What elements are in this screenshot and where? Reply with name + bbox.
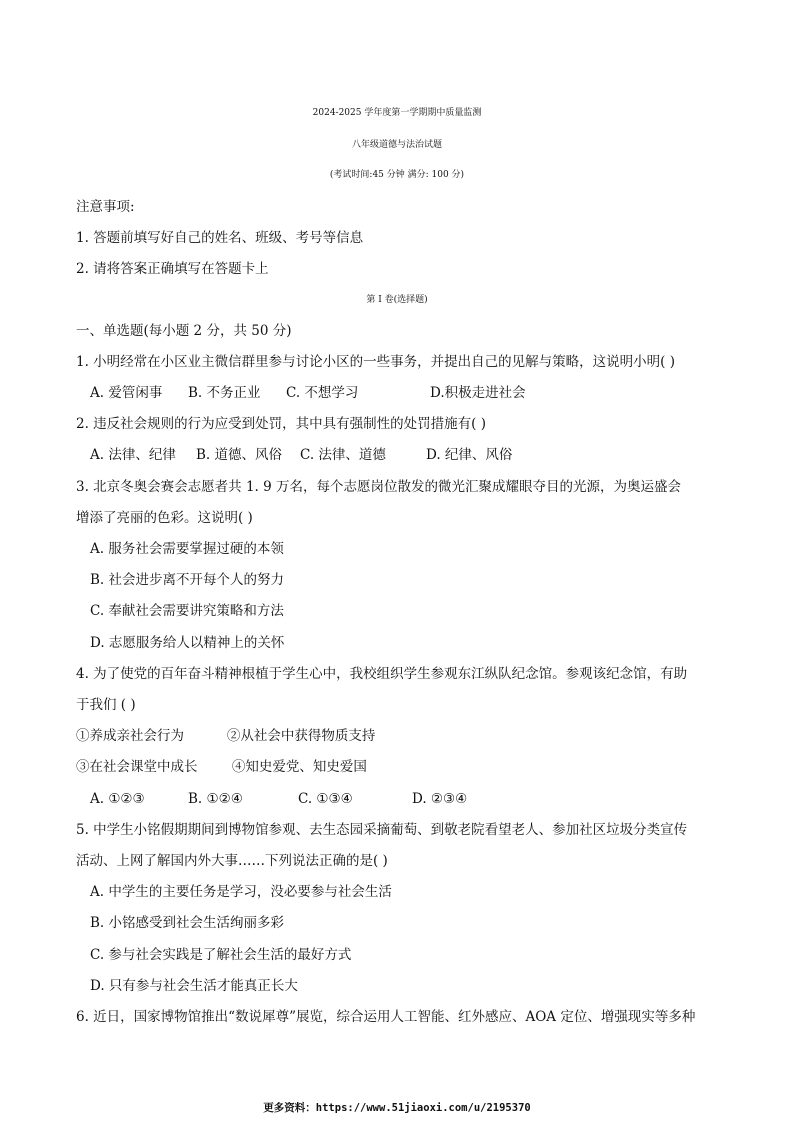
q1-option-d: D.积极走进社会: [430, 385, 526, 401]
question-1-stem: 1. 小明经常在小区业主微信群里参与讨论小区的一些事务，并提出自己的见解与策略，这说明小明( ): [76, 354, 675, 370]
q1-option-a: A. 爱管闲事: [90, 385, 163, 401]
question-2-stem: 2. 违反社会规则的行为应受到处罚，其中具有强制性的处罚措施有( ): [76, 416, 486, 432]
q4-statements-line-1: ①养成亲社会行为 ②从社会中获得物质支持: [76, 728, 376, 744]
q4-option-a: A. ①②③: [90, 791, 145, 807]
q5-option-a: A. 中学生的主要任务是学习，没必要参与社会生活: [90, 884, 392, 900]
q2-option-a: A. 法律、纪律: [90, 447, 176, 463]
question-5-stem-line-2: 活动、上网了解国内外大事……下列说法正确的是( ): [76, 853, 388, 869]
q3-option-b: B. 社会进步离不开每个人的努力: [90, 572, 285, 588]
note-item-2: 2. 请将答案正确填写在答题卡上: [76, 261, 269, 277]
question-6-stem-line-1: 6. 近日，国家博物馆推出“数说犀尊”展览，综合运用人工智能、红外感应、AOA 定位、增强现实等多种: [76, 1009, 696, 1025]
q2-option-b: B. 道德、风俗: [196, 447, 283, 463]
q3-option-d: D. 志愿服务给人以精神上的关怀: [90, 635, 285, 651]
q4-statements-line-2: ③在社会课堂中成长 ④知史爱党、知史爱国: [76, 759, 367, 775]
q4-option-b: B. ①②④: [188, 791, 243, 807]
q2-option-c: C. 法律、道德: [300, 447, 386, 463]
q5-option-c: C. 参与社会实践是了解社会生活的最好方式: [90, 947, 352, 963]
exam-info: (考试时间:45 分钟 满分: 100 分): [329, 170, 465, 180]
q5-option-b: B. 小铭感受到社会生活绚丽多彩: [90, 915, 285, 931]
note-item-1: 1. 答题前填写好自己的姓名、班级、考号等信息: [76, 230, 364, 246]
footer-source-link[interactable]: 更多资料：https://www.51jiaoxi.com/u/2195370: [263, 1102, 531, 1114]
q3-option-c: C. 奉献社会需要讲究策略和方法: [90, 603, 284, 619]
q4-option-d: D. ②③④: [412, 791, 468, 807]
section-title: 第 I 卷(选择题): [366, 295, 428, 305]
question-4-stem-line-1: 4. 为了使党的百年奋斗精神根植于学生心中，我校组织学生参观东江纵队纪念馆。参观该纪念馆，有助: [76, 666, 688, 682]
q3-option-a: A. 服务社会需要掌握过硬的本领: [90, 541, 284, 557]
part-heading: 一、单选题(每小题 2 分，共 50 分): [76, 323, 292, 339]
question-4-stem-line-2: 于我们 ( ): [76, 697, 136, 713]
q1-option-c: C. 不想学习: [286, 385, 359, 401]
q4-option-c: C. ①③④: [298, 791, 353, 807]
exam-title: 2024-2025 学年度第一学期期中质量监测: [312, 108, 482, 118]
question-5-stem-line-1: 5. 中学生小铭假期期间到博物馆参观、去生态园采摘葡萄、到敬老院看望老人、参加社区垃圾分类宣传: [76, 822, 688, 838]
q5-option-d: D. 只有参与社会生活才能真正长大: [90, 978, 298, 994]
q1-option-b: B. 不务正业: [188, 385, 261, 401]
question-3-stem-line-1: 3. 北京冬奥会赛会志愿者共 1. 9 万名，每个志愿岗位散发的微光汇聚成耀眼夺目的光源，为奥运盛会: [76, 479, 682, 495]
question-3-stem-line-2: 增添了亮丽的色彩。这说明( ): [76, 510, 253, 526]
notes-heading: 注意事项:: [76, 199, 135, 215]
q2-option-d: D. 纪律、风俗: [426, 447, 513, 463]
exam-subtitle: 八年级道德与法治试题: [351, 140, 442, 150]
